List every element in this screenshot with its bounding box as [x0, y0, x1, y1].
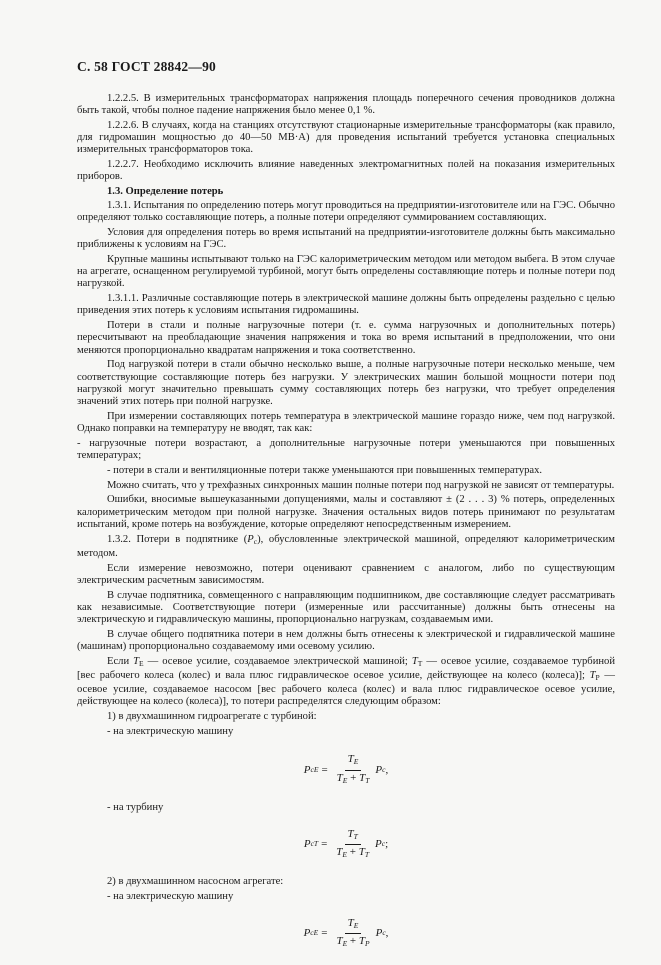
- paragraph-steel-losses: Потери в стали и полные нагрузочные потери (т. е. сумма нагрузочных и дополнительных потерь) пересчитывают на преобладающие значения напряжения и тока во время испытаний в предположении, что они меняются пропорционально квадратам напряжения и тока соответственно.: [77, 320, 615, 356]
- formula-equals: =: [321, 764, 328, 777]
- page-header: С. 58 ГОСТ 28842—90: [77, 59, 216, 74]
- num-sub: E: [353, 757, 359, 767]
- formula-pce-pump: [77, 911, 615, 955]
- fraction-denominator: [334, 771, 373, 787]
- formula-pct-turbine: [77, 822, 615, 866]
- den-b: T: [358, 845, 365, 858]
- formula-tail: ,: [385, 764, 389, 777]
- list-item-electric-machine-2: - на электрическую машину: [107, 891, 234, 903]
- text-fragment: — осевое усилие, создаваемое электрической машиной;: [143, 655, 412, 667]
- text-fragment: 1.3.2. Потери в подпятнике (: [107, 533, 248, 545]
- paragraph-conditions: Условия для определения потерь во время испытаний на предприятии-изготовителе должны быть максимально приближены к условиям на ГЭС.: [77, 226, 615, 251]
- formula-pce-turbine: [77, 748, 615, 792]
- num-sub: T: [353, 831, 358, 841]
- paragraph-1-2-2-6: 1.2.2.6. В случаях, когда на станциях отсутствуют стационарные измерительные трансформаторы (как правило, для гидромашин мощностью до 40—50 МВ·А) для проведения испытаний требуется установка специальных измерительных трансформаторов тока.: [77, 120, 615, 156]
- num-sub: E: [353, 920, 359, 930]
- den-a-sub: E: [342, 849, 347, 859]
- fraction-denominator: [333, 845, 372, 861]
- symbol-subscript: c: [253, 536, 258, 546]
- paragraph-temperature: При измерении составляющих потерь температура в электрической машине гораздо ниже, чем под нагрузкой. Однако поправки на температуру не вводят, так как:: [77, 410, 615, 434]
- formula-equals: =: [321, 927, 328, 940]
- paragraph-errors: Ошибки, вносимые вышеуказанными допущениями, малы и составляют ± (2 . . . 3) % потерь, определенных калориметрическим методом при полной нагрузке. Значения остальных видов потерь принимают по результатам испытаний, кроме потерь на возбуждение, которые определяют непосредственным измерением.: [77, 494, 615, 530]
- den-a-sub: E: [342, 938, 348, 948]
- plus-sign: +: [350, 771, 357, 784]
- symbol-subscript: E: [139, 658, 144, 668]
- formula-rhs: P: [375, 838, 382, 851]
- paragraph-axial-forces: [77, 656, 615, 709]
- den-b-sub: T: [364, 849, 370, 859]
- plus-sign: +: [349, 934, 357, 947]
- text-fragment: ), обусловленные электрической машиной, определяют калориметрическим методом.: [77, 533, 615, 559]
- formula-tail: ;: [385, 838, 389, 851]
- formula-lhs-sub: cT: [310, 839, 319, 849]
- list-item-turbine-unit: 1) в двухмашинном гидроагрегате с турбиной:: [107, 711, 317, 723]
- formula-lhs: P: [303, 927, 311, 940]
- formula-rhs: P: [375, 927, 383, 940]
- paragraph-1-3-1-1: 1.3.1.1. Различные составляющие потерь в электрической машине должны быть определены раздельно с целью приведения этих потерь к условиям испытания гидромашины.: [77, 293, 615, 317]
- den-b: T: [359, 771, 366, 784]
- num-symbol: T: [347, 753, 354, 766]
- section-heading-1-3: 1.3. Определение потерь: [107, 186, 224, 198]
- den-b-sub: T: [365, 775, 370, 785]
- fraction-numerator: [345, 753, 362, 770]
- den-a-sub: E: [342, 775, 348, 785]
- paragraph-combined-bearing: В случае подпятника, совмещенного с направляющим подшипником, две составляющие следует рассматривать как независимые. Соответствующие потери (измеренные или рассчитанные) должны быть отнесены на электрическую и гидравлическую машины, пропорционально нагрузкам, создаваемым ими.: [77, 589, 615, 625]
- symbol-tp: T: [589, 669, 596, 681]
- formula-equals: =: [321, 838, 328, 851]
- text-fragment: — осевое усилие, создаваемое турбиной [вес рабочего колеса (колес) и вала плюс гидравлическое осевое усилие, действующее на колесо (колеса)];: [77, 655, 615, 681]
- den-b-sub: P: [365, 938, 370, 948]
- fraction-numerator: [345, 828, 361, 845]
- symbol-subscript: P: [595, 672, 600, 682]
- paragraph-three-phase: Можно считать, что у трехфазных синхронных машин полные потери под нагрузкой не зависят от температуры.: [107, 479, 615, 491]
- text-fragment: — осевое усилие, создаваемое насосом [вес рабочего колеса (колес) и вала плюс гидравлическое осевое усилие, действующее на колесо (колеса)], то потери распределятся следующим образом:: [77, 669, 615, 708]
- fraction-denominator: [333, 934, 372, 950]
- paragraph-1-2-2-7: 1.2.2.7. Необходимо исключить влияние наведенных электромагнитных полей на показания измерительных приборов.: [77, 159, 615, 183]
- num-symbol: T: [347, 916, 354, 929]
- list-item-electric-machine: - на электрическую машину: [107, 725, 234, 737]
- formula-fraction: [333, 828, 372, 861]
- formula-lhs: P: [303, 764, 311, 777]
- list-item-turbine: - на турбину: [107, 802, 164, 814]
- paragraph-1-3-1: 1.3.1. Испытания по определению потерь могут проводиться на предприятии-изготовителе или на ГЭС. Обычно определяют только составляющие потерь, а полные потери определяют суммированием составляющих.: [77, 199, 615, 224]
- symbol-subscript: T: [417, 658, 423, 668]
- formula-rhs-sub: c: [382, 765, 386, 775]
- paragraph-large-machines: Крупные машины испытывают только на ГЭС калориметрическим методом или методом выбега. В этом случае на агрегате, оснащенном регулируемой турбиной, могут быть определены составляющие потерь и полные потери под нагрузкой.: [77, 253, 615, 290]
- formula-lhs-sub: cE: [310, 928, 319, 938]
- formula-rhs-sub: c: [382, 928, 386, 938]
- formula-fraction: [333, 917, 372, 950]
- paragraph-under-load: Под нагрузкой потери в стали обычно несколько выше, а полные нагрузочные потери несколько меньше, чем соответствующие составляющие потерь без нагрузки. У электрических машин большой мощности потери под нагрузкой могут значительно превышать сумму составляющих потерь без нагрузки, что требует определения значений этих потерь при полной нагрузке.: [77, 359, 615, 407]
- list-item-load-losses: - нагрузочные потери возрастают, а дополнительные нагрузочные потери уменьшаются при повышенных температурах;: [77, 437, 615, 461]
- list-item-steel-losses: - потери в стали и вентиляционные потери также уменьшаются при повышенных температурах.: [107, 464, 543, 476]
- paragraph-common-bearing: В случае общего подпятника потери в нем должны быть отнесены к электрической и гидравлической машине (машинам) пропорционально создаваемому ими осевому усилию.: [77, 628, 615, 652]
- den-a: T: [336, 771, 343, 784]
- formula-lhs-sub: cE: [310, 765, 319, 775]
- paragraph-1-3-2: [77, 534, 615, 560]
- symbol-tt: T: [411, 655, 418, 667]
- num-symbol: T: [347, 827, 354, 840]
- document-body: [77, 93, 615, 965]
- formula-tail: ,: [385, 927, 389, 940]
- symbol-te: T: [133, 655, 140, 667]
- list-item-pump-unit: 2) в двухмашинном насосном агрегате:: [107, 876, 284, 888]
- formula-rhs-sub: c: [381, 839, 386, 849]
- paragraph-1-2-2-5: 1.2.2.5. В измерительных трансформаторах напряжения площадь поперечного сечения проводников должна быть такой, чтобы полное падение напряжения было менее 0,1 %.: [77, 93, 615, 117]
- formula-rhs: P: [375, 764, 383, 777]
- den-b: T: [358, 934, 365, 947]
- formula-fraction: [334, 753, 373, 786]
- paragraph-estimate: Если измерение невозможно, потери оценивают сравнением с аналогом, либо по существующим электрическим расчетным зависимостям.: [77, 562, 615, 586]
- symbol-p: P: [247, 533, 254, 545]
- den-a: T: [336, 934, 343, 947]
- plus-sign: +: [349, 845, 356, 858]
- text-fragment: Если: [107, 655, 134, 667]
- formula-lhs: P: [303, 838, 311, 851]
- fraction-numerator: [345, 917, 362, 934]
- den-a: T: [336, 845, 343, 858]
